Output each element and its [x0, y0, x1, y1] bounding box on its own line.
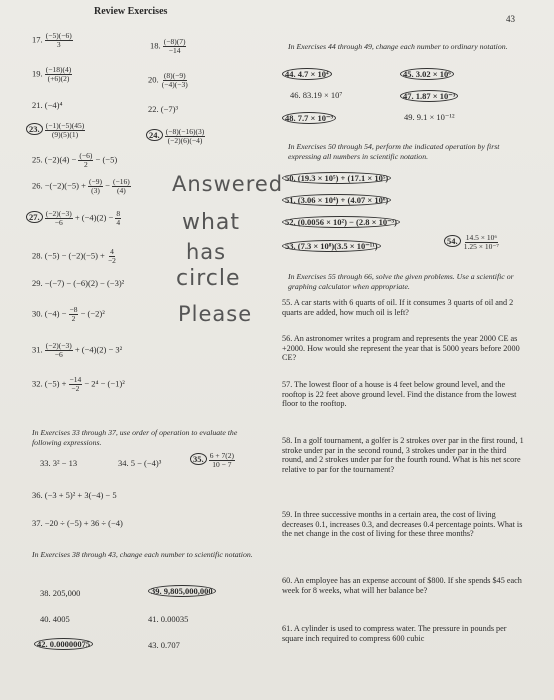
- exercise-51: 51. (3.06 × 10⁴) + (4.07 × 10⁶): [282, 194, 391, 206]
- exercise-53: 53. (7.3 × 10⁸)(3.5 × 10⁻¹¹): [282, 240, 381, 252]
- exercise-58: 58. In a golf tournament, a golfer is 2 strokes over par in the first round, 1 stroke under par in the second round, 3 strokes under par in the third round, and 2 strokes under par for the fourth round. What is his net score relative to par for the tournament?: [282, 436, 524, 474]
- exercise-27: 27. $\frac{(-2)(-3)}{-6}$ + (−4)(2) − $\frac{8}{4}$: [26, 210, 121, 227]
- exercise-61: 61. A cylinder is used to compress water. The pressure in pounds per square inch required to compress 600 cubic: [282, 624, 507, 643]
- exercise-32: 32. (−5) + $\frac{-14}{-2}$ − 2⁴ − (−1)²: [32, 375, 125, 393]
- exercise-44: 44. 4.7 × 10⁴: [282, 68, 332, 80]
- handwritten-please: Please: [178, 302, 253, 326]
- exercise-24: 24. $\frac{(-8)(-16)(3)}{(-2)(6)(-4)}$: [146, 128, 205, 145]
- exercise-49: 49. 9.1 × 10⁻¹²: [404, 112, 455, 122]
- handwritten-has: has: [186, 240, 227, 264]
- page-number: 43: [506, 14, 515, 24]
- exercise-57: 57. The lowest floor of a house is 4 feet below ground level, and the rooftop is 22 feet above ground level. Find the distance from the lowest floor to the rooftop.: [282, 380, 517, 409]
- exercise-60: 60. An employee has an expense account of $800. If she spends $45 each week for 8 weeks, what will her balance be?: [282, 576, 522, 595]
- exercise-29: 29. −(−7) − (−6)(2) − (−3)²: [32, 278, 125, 288]
- exercise-25: 25. (−2)(4) − $\frac{(-6)}{2}$ − (−5): [32, 151, 118, 169]
- exercise-38: 38. 205,000: [40, 588, 81, 598]
- exercise-28: 28. (−5) − (−2)(−5) + $\frac{4}{-2}$: [32, 247, 116, 265]
- exercise-37: 37. −20 ÷ (−5) + 36 ÷ (−4): [32, 518, 123, 528]
- exercise-20: 20. $\frac{(8)(-9)}{(-4)(-3)}$: [148, 71, 188, 89]
- exercise-21: 21. (−4)⁴: [32, 100, 63, 110]
- exercise-39: 39. 9,805,000,000: [148, 585, 216, 597]
- instructions-50-54: In Exercises 50 through 54, perform the indicated operation by first expressing all numbers in scientific notation.: [288, 142, 500, 161]
- exercise-33: 33. 3² − 13: [40, 458, 78, 468]
- handwritten-what: what: [182, 210, 241, 235]
- exercise-52: 52. (0.0056 × 10²) − (2.8 × 10⁻³): [282, 216, 400, 228]
- exercise-56: 56. An astronomer writes a program and represents the year 2000 CE as +2000. How would she represent the year that is 5000 years before 2000 CE?: [282, 334, 520, 363]
- exercise-40: 40. 4005: [40, 614, 70, 624]
- exercise-46: 46. 83.19 × 10⁷: [290, 90, 343, 100]
- instructions-55-66: In Exercises 55 through 66, solve the given problems. Use a scientific or graphing calculator when appropriate.: [288, 272, 514, 291]
- exercise-47: 47. 1.87 × 10⁻³: [400, 90, 458, 102]
- exercise-55: 55. A car starts with 6 quarts of oil. If it consumes 3 quarts of oil and 2 quarts are added, how much oil is left?: [282, 298, 514, 317]
- exercise-35: 35. $\frac{6 + 7(2)}{10 - 7}$: [190, 452, 235, 469]
- exercise-50: 50. (19.3 × 10⁵) + (17.1 × 10⁵): [282, 172, 391, 184]
- exercise-22: 22. (−7)³: [148, 104, 179, 114]
- exercise-34: 34. 5 − (−4)³: [118, 458, 162, 468]
- exercise-45: 45. 3.02 × 10⁶: [400, 68, 454, 80]
- exercise-43: 43. 0.707: [148, 640, 180, 650]
- exercise-42: 42. 0.00000075: [34, 638, 93, 650]
- exercise-23: 23. $\frac{(-1)(-5)(45)}{(9)(5)(1)}$: [26, 122, 85, 139]
- exercise-48: 48. 7.7 × 10⁻⁹: [282, 112, 336, 124]
- handwritten-answered: Answered: [172, 172, 284, 196]
- exercise-30: 30. (−4) − $\frac{-8}{2}$ − (−2)²: [32, 305, 105, 323]
- exercise-18: 18. $\frac{(-8)(7)}{-14}$: [150, 37, 186, 55]
- handwritten-circle: circle: [176, 266, 241, 291]
- exercise-31: 31. $\frac{(-2)(-3)}{-6}$ + (−4)(2) − 3²: [32, 341, 123, 359]
- exercise-41: 41. 0.00035: [148, 614, 189, 624]
- page-header-title: Review Exercises: [94, 6, 168, 17]
- exercise-59: 59. In three successive months in a certain area, the cost of living decreases 0.1, increases 0.3, and decreases 0.4 percentage points. What is the net change in the cost of living for these three months?: [282, 510, 523, 539]
- instructions-33-37: In Exercises 33 through 37, use order of operation to evaluate the following expressions.: [32, 428, 238, 447]
- exercise-17: 17. $\frac{(-5)(-6)}{3}$: [32, 31, 72, 49]
- exercise-36: 36. (−3 + 5)² + 3(−4) − 5: [32, 490, 117, 500]
- exercise-54: 54. $\frac{\text{14.5 × 10⁶}}{\text{1.25 × 10⁻⁷}}$: [444, 234, 500, 251]
- instructions-38-43: In Exercises 38 through 43, change each number to scientific notation.: [32, 550, 253, 559]
- exercise-19: 19. $\frac{(-18)(4)}{(+6)(2)}$: [32, 65, 72, 83]
- instructions-44-49: In Exercises 44 through 49, change each number to ordinary notation.: [288, 42, 508, 51]
- exercise-26: 26. −(−2)(−5) + $\frac{(-9)}{(3)}$ − $\frac{(-16)}{(4)}$: [32, 177, 130, 195]
